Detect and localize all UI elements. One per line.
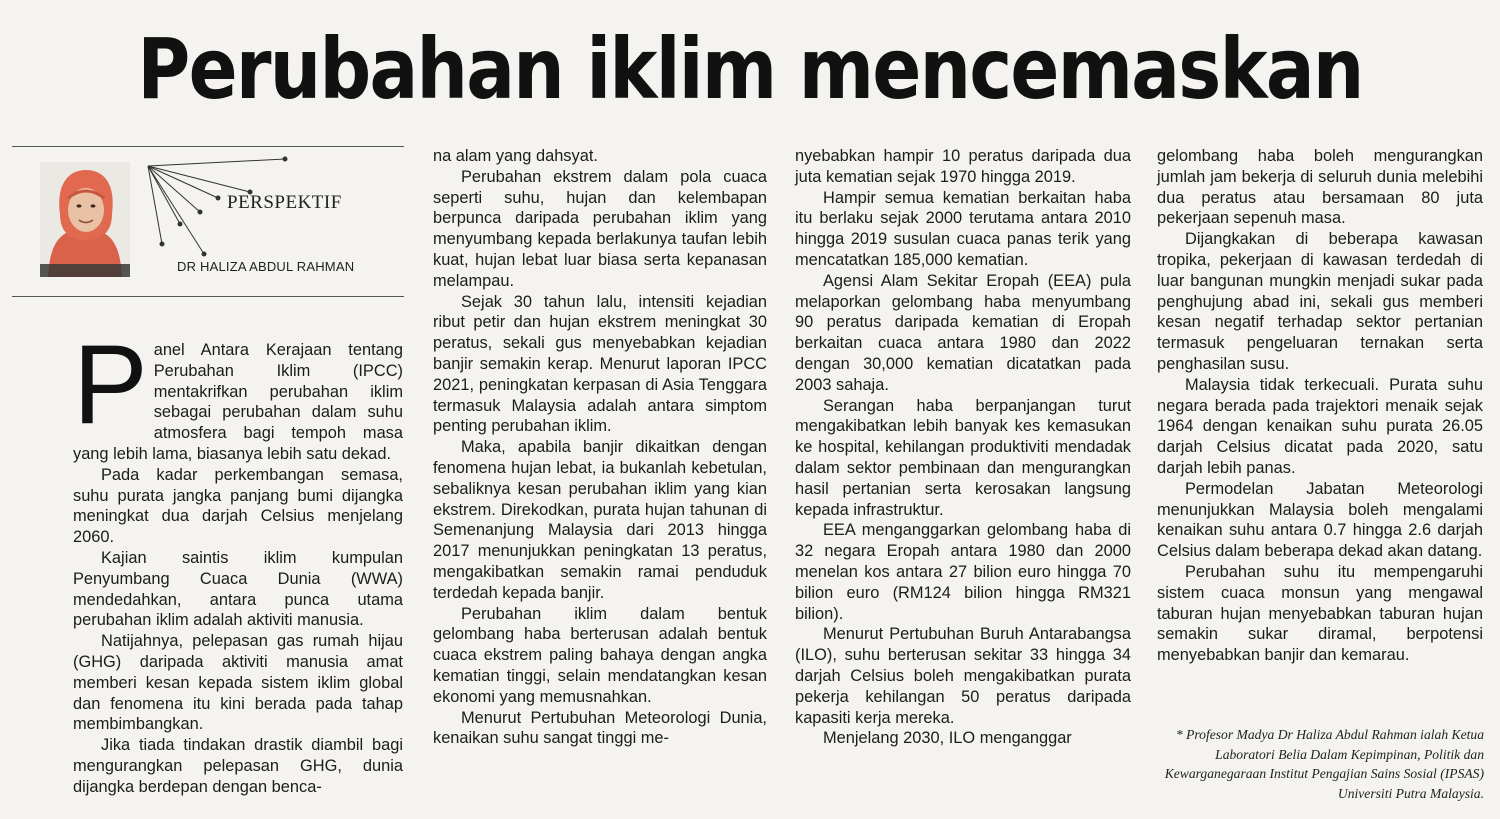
paragraph: Natijahnya, pelepasan gas rumah hijau (GHG) daripada aktiviti manusia amat memberi kesan kepada sistem iklim global dan fenomena itu kini berada pada tahap membimbangkan. xyxy=(73,632,403,734)
headline: Perubahan iklim mencemaskan xyxy=(137,20,1363,118)
author-footnote: * Profesor Madya Dr Haliza Abdul Rahman ialah Ketua Laboratori Belia Dalam Kepimpinan, Politik dan Kewarganegaraan Institut Pengajian Sains Sosial (IPSAS) Universiti Putra Malaysia. xyxy=(1164,727,1484,801)
drop-cap: P xyxy=(73,322,148,447)
paragraph: Maka, apabila banjir dikaitkan dengan fenomena hujan lebat, ia bukanlah kebetulan, sebaliknya kesan perubahan iklim yang kian ekstrem. Direkodkan, purata hujan tahunan di Semenanjung Malaysia dari 2013 hingga 2017 menunjukkan peningkatan 13 peratus, mengakibatkan semakin ramai penduduk terdedah kepada banjir. xyxy=(433,438,767,602)
paragraph: Pada kadar perkembangan semasa, suhu purata jangka panjang bumi dijangka meningkat dua darjah Celsius menjelang 2060. xyxy=(73,465,403,547)
paragraph: Malaysia tidak terkecuali. Purata suhu negara berada pada trajektori menaik sejak 1964 dengan kenaikan suhu purata 26.05 darjah Celsius dicatat pada 2020, satu darjah lebih panas. xyxy=(1157,375,1483,477)
paragraph: Sejak 30 tahun lalu, intensiti kejadian ribut petir dan hujan ekstrem meningkat 30 peratus, sekali gus menyebabkan kejadian banjir semakin kerap. Menurut laporan IPCC 2021, peningkatan kerpasan di Asia Tenggara termasuk Malaysia adalah antara simptom penting perubahan iklim. xyxy=(433,292,767,436)
paragraph: Menurut Pertubuhan Meteorologi Dunia, kenaikan suhu sangat tinggi me- xyxy=(433,708,767,748)
author-name: DR HALIZA ABDUL RAHMAN xyxy=(177,259,355,274)
author-photo-image xyxy=(40,162,130,277)
paragraph: Hampir semua kematian berkaitan haba itu berlaku sejak 2000 terutama antara 2010 hingga 2019 susulan cuaca panas terik yang mencatatkan 185,000 kematian. xyxy=(795,188,1131,269)
paragraph: anel Antara Kerajaan tentang Perubahan Iklim (IPCC) mentakrifkan perubahan iklim sebagai perubahan dalam suhu atmosfera bagi tempoh masa yang lebih lama, biasanya lebih satu dekad. xyxy=(73,341,403,463)
paragraph: Kajian saintis iklim kumpulan Penyumbang Cuaca Dunia (WWA) mendedahkan, antara punca utama perubahan iklim adalah aktiviti manusia. xyxy=(73,548,403,630)
paragraph: Perubahan iklim dalam bentuk gelombang haba berterusan adalah bentuk cuaca ekstrem paling bahaya dengan angka kematian tinggi, selain mendatangkan kesan ekonomi yang memusnahkan. xyxy=(433,604,767,706)
column-3 xyxy=(795,146,1131,749)
paragraph: Jika tiada tindakan drastik diambil bagi mengurangkan pelepasan GHG, dunia dijangka berdepan dengan benca- xyxy=(73,736,403,796)
paragraph: na alam yang dahsyat. xyxy=(433,147,598,165)
paragraph: Perubahan ekstrem dalam pola cuaca seperti suhu, hujan dan kelembapan berpunca daripada perubahan iklim yang menyumbang kepada berlakunya taufan lebih kuat, hujan lebat luar biasa serta kepanasan melampau. xyxy=(433,167,767,290)
paragraph: EEA menganggarkan gelombang haba di 32 negara Eropah antara 1980 dan 2000 menelan kos antara 27 bilion euro hingga 70 bilion euro (RM124 bilion hingga RM321 bilion). xyxy=(795,521,1131,623)
column-4 xyxy=(1157,146,1483,666)
paragraph: Menjelang 2030, ILO menganggar xyxy=(823,729,1072,748)
paragraph: nyebabkan hampir 10 peratus daripada dua juta kematian sejak 1970 hingga 2019. xyxy=(795,147,1131,186)
byline-bottom-rule xyxy=(12,296,404,297)
paragraph: Permodelan Jabatan Meteorologi menunjukkan Malaysia boleh mengalami kenaikan suhu antara 0.7 hingga 2.6 darjah Celsius dalam beberapa dekad akan datang. xyxy=(1157,479,1483,561)
author-photo xyxy=(40,162,130,277)
column-1 xyxy=(73,322,403,798)
byline-box xyxy=(12,147,404,295)
section-label: PERSPEKTIF xyxy=(227,192,342,213)
paragraph: Dijangkakan di beberapa kawasan tropika, pekerjaan di kawasan terdedah di luar bangunan mungkin menjadi sukar pada penghujung abad ini, sekali gus memberi kesan negatif terhadap sektor pertanian termasuk pengeluaran ternakan serta penghasilan susu. xyxy=(1157,230,1483,373)
column-2 xyxy=(433,146,767,749)
paragraph: Agensi Alam Sekitar Eropah (EEA) pula melaporkan gelombang haba menyumbang 90 peratus daripada kematian di Eropah berkaitan cuaca antara 1980 dan 2022 dengan 30,000 kematian dicatatkan pada 2003 sahaja. xyxy=(795,271,1131,394)
paragraph: Perubahan suhu itu mempengaruhi sistem cuaca monsun yang mengawal taburan hujan menyebabkan taburan hujan semakin sukar diramal, berpotensi menyebabkan banjir dan kemarau. xyxy=(1157,562,1483,665)
paragraph: gelombang haba boleh mengurangkan jumlah jam bekerja di seluruh dunia melebihi dua peratus atau bersamaan 80 juta pekerjaan sepenuh masa. xyxy=(1157,147,1483,228)
paragraph: Serangan haba berpanjangan turut mengakibatkan lebih banyak kes kemasukan ke hospital, kehilangan produktiviti mendadak dalam sektor pembinaan dan mengurangkan hasil pertanian serta kerosakan langsung kepada infrastruktur. xyxy=(795,396,1131,519)
paragraph: Menurut Pertubuhan Buruh Antarabangsa (ILO), suhu berterusan sekitar 33 hingga 34 darjah Celsius boleh mengakibatkan purata pekerja kehilangan 50 peratus daripada kapasiti kerja mereka. xyxy=(795,625,1131,727)
